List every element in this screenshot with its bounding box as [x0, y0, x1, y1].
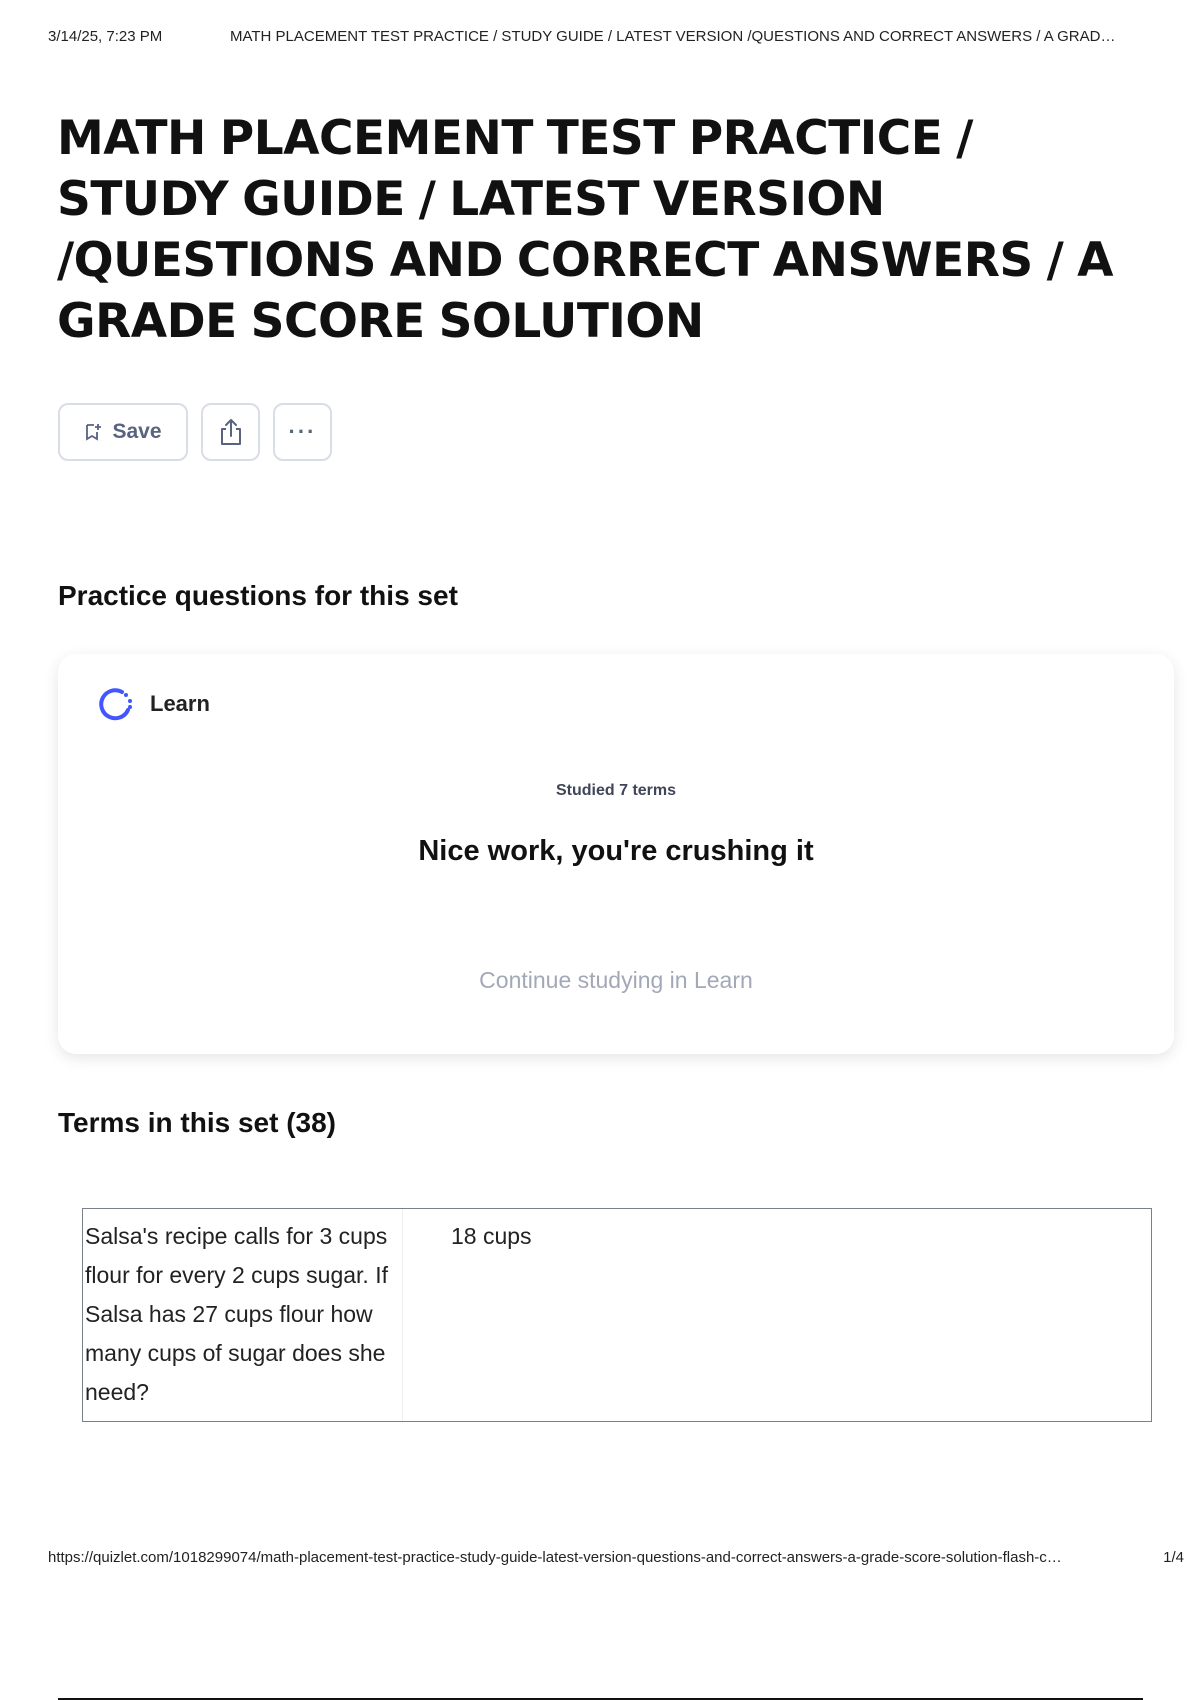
print-date: 3/14/25, 7:23 PM	[48, 28, 163, 45]
share-icon	[217, 417, 245, 447]
print-header	[48, 28, 1184, 48]
print-footer	[48, 1549, 1184, 1569]
page-number: 1/4	[1163, 1549, 1184, 1566]
bookmark-add-icon	[84, 423, 102, 441]
more-options-button[interactable]: ···	[273, 403, 332, 461]
term-text: Salsa's recipe calls for 3 cups flour for every 2 cups sugar. If Salsa has 27 cups flour how many cups of sugar does she need?	[83, 1209, 403, 1421]
print-doc-title: MATH PLACEMENT TEST PRACTICE / STUDY GUIDE / LATEST VERSION /QUESTIONS AND CORRECT ANSWERS / A GRAD…	[230, 28, 1116, 45]
definition-text: 18 cups	[451, 1223, 532, 1249]
learn-icon	[96, 684, 136, 724]
toolbar	[58, 403, 332, 461]
learn-card	[58, 654, 1174, 1054]
save-label: Save	[112, 420, 162, 443]
practice-heading: Practice questions for this set	[58, 580, 458, 611]
terms-table	[82, 1208, 1152, 1422]
continue-learn-link[interactable]: Continue studying in Learn	[479, 967, 753, 993]
terms-heading: Terms in this set (38)	[58, 1107, 337, 1138]
save-button[interactable]	[58, 403, 188, 461]
page-title: MATH PLACEMENT TEST PRACTICE / STUDY GUIDE / LATEST VERSION /QUESTIONS AND CORRECT ANSWERS / A GRADE SCORE SOLUTION	[57, 111, 1114, 349]
studied-count: Studied 7 terms	[555, 782, 677, 799]
learn-badge[interactable]	[96, 684, 210, 724]
learn-label: Learn	[150, 691, 210, 716]
print-url: https://quizlet.com/1018299074/math-placement-test-practice-study-guide-latest-version-questions-and-correct-answers-a-grade-score-solution-flash-c…	[48, 1549, 1062, 1566]
share-button[interactable]	[201, 403, 260, 461]
encouragement-message: Nice work, you're crushing it	[418, 835, 814, 867]
